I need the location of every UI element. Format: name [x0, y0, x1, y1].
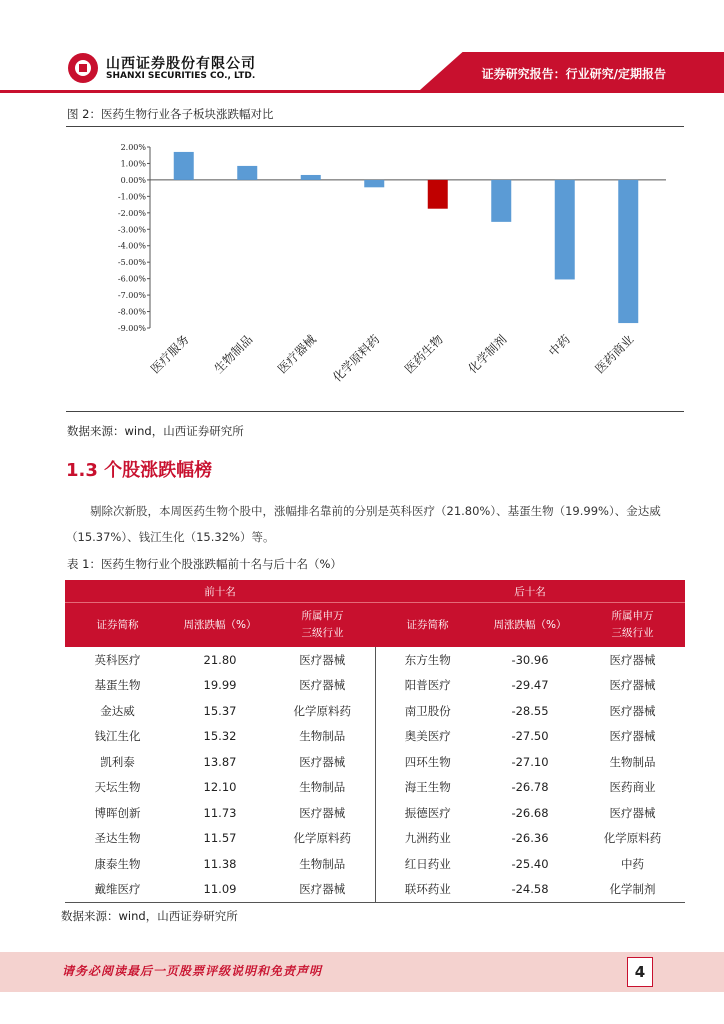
col-industry-line2: 三级行业 [301, 627, 344, 639]
top-stock-name: 康泰生物 [94, 856, 141, 871]
bottom-stock-name: 奥美医疗 [375, 724, 480, 750]
top-stock-change: 15.37 [203, 703, 237, 718]
col-industry-header [580, 603, 685, 648]
bar-2 [237, 166, 257, 180]
bottom-stock-change: -26.78 [511, 780, 549, 795]
table-row [65, 775, 685, 801]
bottom-stock-change: -27.10 [511, 754, 549, 769]
table-row [65, 851, 685, 877]
bottom-stock-change: -26.68 [511, 805, 549, 820]
table-row [65, 698, 685, 724]
bar-5 [428, 180, 448, 209]
top-stock-change: 15.32 [203, 729, 237, 744]
table-source: 数据来源：wind，山西证券研究所 [61, 909, 238, 923]
top-stock-change: 21.80 [203, 652, 237, 667]
col-industry-line1: 所属申万 [611, 610, 654, 622]
top-stock-industry: 医疗器械 [299, 678, 346, 693]
bottom-stock-industry: 医药商业 [609, 780, 656, 795]
stock-ranking-table [65, 580, 685, 903]
top-stock-name: 英科医疗 [94, 652, 141, 667]
bottom-stock-industry: 医疗器械 [609, 678, 656, 693]
x-tick-label: 医药生物 [402, 332, 446, 377]
bottom-stock-name: 四环生物 [375, 749, 480, 775]
top-stock-name: 凯利泰 [100, 754, 135, 769]
table-row [65, 647, 685, 673]
y-tick-label: -3.00% [117, 225, 146, 235]
y-tick-label: -2.00% [117, 208, 146, 218]
x-tick-label: 医疗器械 [275, 332, 319, 377]
bottom-stock-change: -24.58 [480, 877, 580, 903]
table-row [65, 749, 685, 775]
top-stock-name: 博晖创新 [94, 805, 141, 820]
bar-7 [555, 180, 575, 280]
top-stock-change: 11.38 [203, 856, 237, 871]
top-stock-industry: 生物制品 [299, 729, 346, 744]
top-stock-name: 钱江生化 [94, 729, 141, 744]
top-stock-name: 金达威 [100, 703, 135, 718]
figure-bottom-rule [66, 411, 684, 412]
bottom-stock-name: 振德医疗 [375, 800, 480, 826]
col-change-header: 周涨跌幅（%） [480, 603, 580, 648]
x-tick-label: 医药商业 [592, 332, 637, 377]
bottom-stock-name: 海王生物 [375, 775, 480, 801]
subsector-change-chart [66, 130, 684, 406]
top-stock-change: 19.99 [203, 678, 237, 693]
bottom-stock-change: -29.47 [511, 678, 549, 693]
bottom-stock-industry: 生物制品 [609, 754, 656, 769]
top-stock-name: 戴维医疗 [65, 877, 170, 903]
table-title: 表 1：医药生物行业个股涨跌幅前十名与后十名（%） [67, 557, 342, 571]
bottom-stock-name: 联环药业 [375, 877, 480, 903]
bottom-stock-change: -26.36 [511, 831, 549, 846]
table-row [65, 724, 685, 750]
footer-disclaimer: 请务必阅读最后一页股票评级说明和免责声明 [62, 964, 323, 978]
bar-6 [491, 180, 511, 222]
bottom-stock-change: -30.96 [511, 652, 549, 667]
x-tick-label: 生物制品 [211, 332, 256, 377]
y-tick-label: 1.00% [120, 159, 146, 169]
bottom-stock-name: 东方生物 [375, 647, 480, 673]
top-stock-industry: 医疗器械 [299, 754, 346, 769]
bottom-stock-industry: 化学原料药 [603, 831, 662, 846]
group-top-header: 前十名 [65, 580, 375, 603]
y-tick-label: -6.00% [117, 274, 146, 284]
header-divider [0, 90, 724, 93]
top-stock-industry: 化学原料药 [293, 831, 351, 846]
top-stock-name: 基蛋生物 [94, 678, 141, 693]
y-tick-label: -5.00% [117, 258, 146, 268]
col-industry-header [270, 603, 375, 648]
y-tick-label: 0.00% [120, 175, 146, 185]
company-name-en: SHANXI SECURITIES CO., LTD. [106, 71, 256, 81]
top-stock-change: 13.87 [203, 754, 237, 769]
y-tick-label: -4.00% [117, 241, 146, 251]
bar-4 [364, 180, 384, 187]
table-row [65, 826, 685, 852]
figure-source: 数据来源：wind，山西证券研究所 [67, 424, 244, 438]
report-type: 证券研究报告：行业研究/定期报告 [481, 67, 666, 81]
top-stock-change: 11.09 [170, 877, 270, 903]
bottom-stock-name: 九洲药业 [375, 826, 480, 852]
bottom-stock-name: 南卫股份 [375, 698, 480, 724]
bottom-stock-industry: 中药 [621, 856, 644, 871]
bottom-stock-change: -28.55 [511, 703, 549, 718]
bar-1 [174, 152, 194, 180]
top-stock-industry: 医疗器械 [270, 877, 375, 903]
bottom-stock-industry: 化学制剂 [580, 877, 685, 903]
bottom-stock-name: 红日药业 [375, 851, 480, 877]
top-stock-change: 11.57 [203, 831, 237, 846]
col-name-header: 证券简称 [375, 603, 480, 648]
bar-8 [618, 180, 638, 323]
x-tick-label: 医疗服务 [148, 332, 192, 377]
company-logo-icon [68, 53, 98, 83]
top-stock-change: 11.73 [203, 805, 237, 820]
bottom-stock-name: 阳普医疗 [375, 673, 480, 699]
y-tick-label: -7.00% [117, 291, 146, 301]
bottom-stock-industry: 医疗器械 [609, 703, 656, 718]
bottom-stock-industry: 医疗器械 [609, 805, 656, 820]
y-tick-label: -9.00% [117, 324, 146, 333]
col-change-header: 周涨跌幅（%） [170, 603, 270, 648]
figure-title: 图 2：医药生物行业各子板块涨跌幅对比 [67, 107, 274, 121]
section-paragraph: 剔除次新股，本周医药生物个股中，涨幅排名靠前的分别是英科医疗（21.80%）、基蛋生物（19.99%）、金达威（15.37%）、钱江生化（15.32%）等。 [66, 504, 661, 544]
col-industry-line2: 三级行业 [611, 627, 654, 639]
bottom-stock-change: -27.50 [511, 729, 549, 744]
col-industry-line1: 所属申万 [301, 610, 344, 622]
section-title: 1.3 个股涨跌幅榜 [66, 460, 213, 481]
figure-top-rule [66, 126, 684, 127]
top-stock-name: 圣达生物 [94, 831, 141, 846]
company-name-cn: 山西证券股份有限公司 [106, 56, 256, 72]
table-row [65, 877, 685, 903]
bottom-stock-change: -25.40 [511, 856, 549, 871]
col-name-header: 证券简称 [65, 603, 170, 648]
top-stock-industry: 化学原料药 [293, 703, 351, 718]
bottom-stock-industry: 医疗器械 [609, 729, 656, 744]
group-bottom-header: 后十名 [375, 580, 685, 603]
bottom-stock-industry: 医疗器械 [609, 652, 656, 667]
table-row [65, 673, 685, 699]
x-tick-label: 化学原料药 [330, 332, 383, 385]
bar-3 [301, 175, 321, 180]
top-stock-industry: 医疗器械 [299, 805, 346, 820]
x-tick-label: 化学制剂 [465, 332, 510, 377]
top-stock-industry: 生物制品 [299, 780, 346, 795]
top-stock-name: 天坛生物 [94, 780, 141, 795]
page-number: 4 [627, 957, 653, 987]
top-stock-industry: 医疗器械 [299, 652, 346, 667]
top-stock-change: 12.10 [203, 780, 237, 795]
y-tick-label: 2.00% [120, 143, 146, 152]
y-tick-label: -8.00% [117, 307, 146, 317]
y-tick-label: -1.00% [117, 192, 146, 202]
x-tick-label: 中药 [545, 332, 573, 360]
page-header [0, 0, 724, 94]
top-stock-industry: 生物制品 [299, 856, 346, 871]
table-row [65, 800, 685, 826]
